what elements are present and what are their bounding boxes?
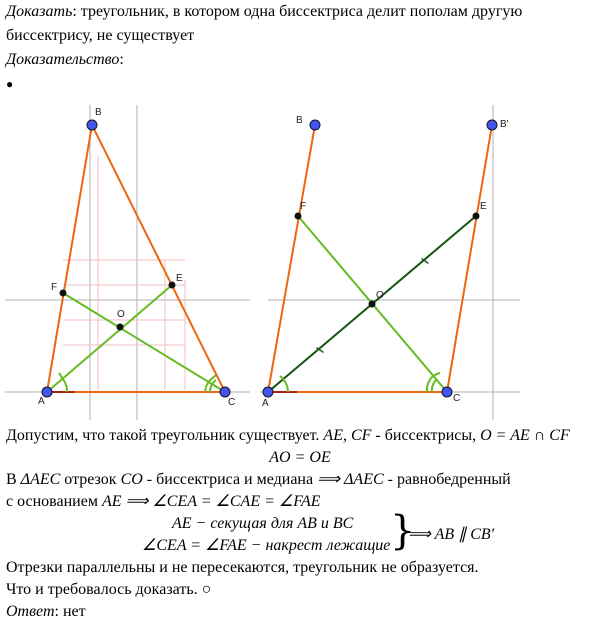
text-line-7: Отрезки параллельны и не пересекаются, треугольник не образуется. xyxy=(6,559,479,576)
right-label-O: O xyxy=(376,290,384,301)
l4a: с основанием xyxy=(6,493,102,510)
proof-colon: : xyxy=(119,51,124,68)
text-line-5: AE − секущая для AB и BC xyxy=(172,515,354,532)
right-point-B2 xyxy=(487,120,497,130)
left-point-E xyxy=(169,282,176,289)
right-point-O xyxy=(369,301,376,308)
text-line-2: AO = OE xyxy=(269,449,331,466)
l3e: - биссектриса и медиана xyxy=(142,471,318,488)
l1a: Допустим, что такой треугольник существует. xyxy=(6,427,324,444)
l1c: - биссектрисы, xyxy=(371,427,481,444)
right-side-CB2 xyxy=(447,125,492,392)
right-label-B: B xyxy=(296,115,303,126)
left-side-AB xyxy=(47,125,92,392)
prove-line-2: биссектрису, не существует xyxy=(6,27,195,44)
prove-line-1 xyxy=(6,2,522,22)
l1d: O = AE ∩ CF xyxy=(480,427,570,444)
proof-line xyxy=(6,50,124,70)
left-point-B xyxy=(87,120,97,130)
left-label-F: F xyxy=(51,282,58,293)
left-point-O xyxy=(117,324,124,331)
left-point-F xyxy=(60,290,67,297)
right-angle-arc-A2 xyxy=(280,376,283,379)
right-label-B2: B' xyxy=(500,119,509,130)
text-line-56-right: ⟹ AB ∥ CB′ xyxy=(408,526,495,543)
right-point-B xyxy=(310,120,320,130)
text-line-3 xyxy=(6,470,511,490)
right-angle-arc-C2 xyxy=(432,380,436,392)
right-label-E: E xyxy=(480,201,487,212)
text-line-6: ∠CEA = ∠FAE − накрест лежащие xyxy=(142,537,391,554)
figures xyxy=(0,95,600,425)
l3c: отрезок xyxy=(60,471,121,488)
text-line-1 xyxy=(6,426,570,446)
text-line-8: Что и требовалось доказать. ○ xyxy=(6,581,212,598)
left-label-A: A xyxy=(38,396,45,407)
l3g: - равнобедренный xyxy=(383,471,511,488)
left-angle-arc-A1 xyxy=(62,378,67,392)
right-label-F: F xyxy=(300,201,307,212)
left-point-C xyxy=(220,387,230,397)
brace: } xyxy=(390,508,416,554)
right-angle-arc-C3 xyxy=(433,373,440,376)
l3a: В xyxy=(6,471,21,488)
answer-label: Ответ xyxy=(6,603,55,620)
l3f: ⟹ ΔAEC xyxy=(317,471,384,488)
answer-text: : нет xyxy=(54,603,86,620)
l3d: CO xyxy=(120,471,143,488)
right-point-C xyxy=(442,387,452,397)
text-line-4 xyxy=(6,492,320,512)
l3b: ΔAEC xyxy=(20,471,61,488)
l4b: AE ⟹ ∠CEA = ∠CAE = ∠FAE xyxy=(101,493,321,510)
left-angle-arc-A2 xyxy=(59,373,62,378)
l1b: AE, CF xyxy=(323,427,372,444)
left-angle-arc-C3 xyxy=(214,375,216,377)
right-angle-arc-A1 xyxy=(283,379,288,392)
answer-line xyxy=(6,602,86,622)
prove-label: Доказать xyxy=(6,3,73,20)
right-label-C: C xyxy=(453,393,461,404)
left-bisector-AE xyxy=(47,285,172,392)
left-label-B: B xyxy=(95,107,102,118)
right-grid xyxy=(260,105,520,420)
right-side-AB xyxy=(268,125,315,392)
right-point-F xyxy=(295,213,302,220)
prove-text: : треугольник, в котором одна биссектриса делит пополам другую xyxy=(72,3,523,20)
bullet: ● xyxy=(6,77,14,91)
proof-label: Доказательство xyxy=(6,51,120,68)
left-label-E: E xyxy=(176,273,183,284)
right-label-A: A xyxy=(262,398,269,409)
left-grid xyxy=(5,105,250,420)
right-point-A xyxy=(263,387,273,397)
left-label-C: C xyxy=(228,397,236,408)
right-point-E xyxy=(473,213,480,220)
left-label-O: O xyxy=(117,309,125,320)
